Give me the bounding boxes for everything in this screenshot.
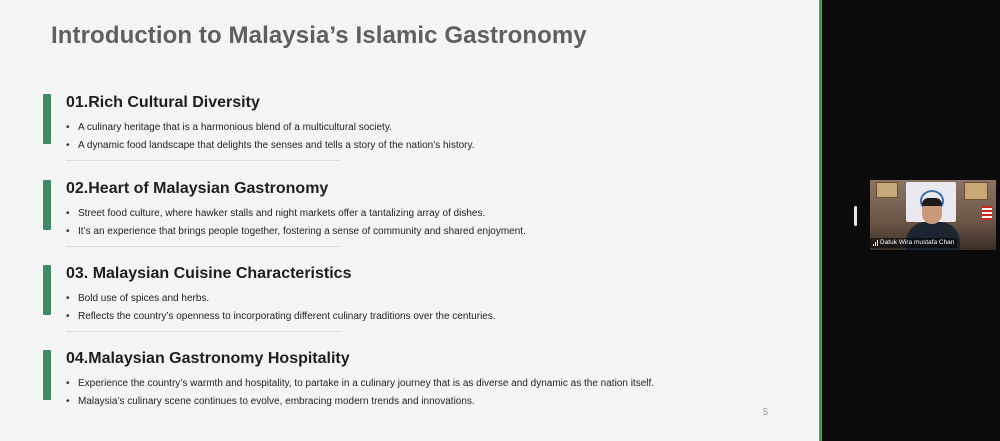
participant-video-tile[interactable] [870, 180, 996, 250]
bullet-list [66, 378, 654, 414]
section-heading: 03. Malaysian Cuisine Characteristics [66, 265, 352, 282]
section-divider [66, 246, 340, 247]
participant-name: Datuk Wira mustafa Chan [880, 239, 955, 246]
bullet-list [66, 208, 526, 244]
section-accent-bar [43, 350, 51, 400]
participant-hair [922, 198, 942, 206]
bullet-item: • Bold use of spices and herbs. [66, 293, 496, 311]
section-heading: 04.Malaysian Gastronomy Hospitality [66, 350, 350, 367]
participant-name-label [870, 238, 957, 248]
bullet-list [66, 293, 496, 329]
section-heading: 01.Rich Cultural Diversity [66, 94, 260, 111]
bullet-item: • A dynamic food landscape that delights the senses and tells a story of the nation’s history. [66, 140, 475, 158]
section-accent-bar [43, 265, 51, 315]
signal-bars-icon [873, 240, 878, 246]
bullet-list [66, 122, 475, 158]
section-divider [66, 160, 340, 161]
bullet-item: • A culinary heritage that is a harmonious blend of a multicultural society. [66, 122, 475, 140]
bullet-item: • Experience the country’s warmth and hospitality, to partake in a culinary journey that is as diverse and dynamic as the nation itself. [66, 378, 654, 396]
section-heading: 02.Heart of Malaysian Gastronomy [66, 180, 329, 197]
section-divider [66, 331, 340, 332]
bullet-item: • Malaysia’s culinary scene continues to evolve, embracing modern trends and innovations. [66, 396, 654, 414]
wall-frame [876, 182, 898, 198]
wall-frame [964, 182, 988, 200]
slide-title: Introduction to Malaysia’s Islamic Gastronomy [51, 22, 587, 49]
bullet-item: • Street food culture, where hawker stalls and night markets offer a tantalizing array of dishes. [66, 208, 526, 226]
bullet-item: • It’s an experience that brings people together, fostering a sense of community and shared enjoyment. [66, 226, 526, 244]
panel-resize-handle[interactable] [854, 206, 857, 226]
section-accent-bar [43, 94, 51, 144]
malaysia-flag [982, 206, 992, 220]
slide-page-number: 5 [763, 407, 769, 417]
bullet-item: • Reflects the country’s openness to incorporating different culinary traditions over the centuries. [66, 311, 496, 329]
section-accent-bar [43, 180, 51, 230]
